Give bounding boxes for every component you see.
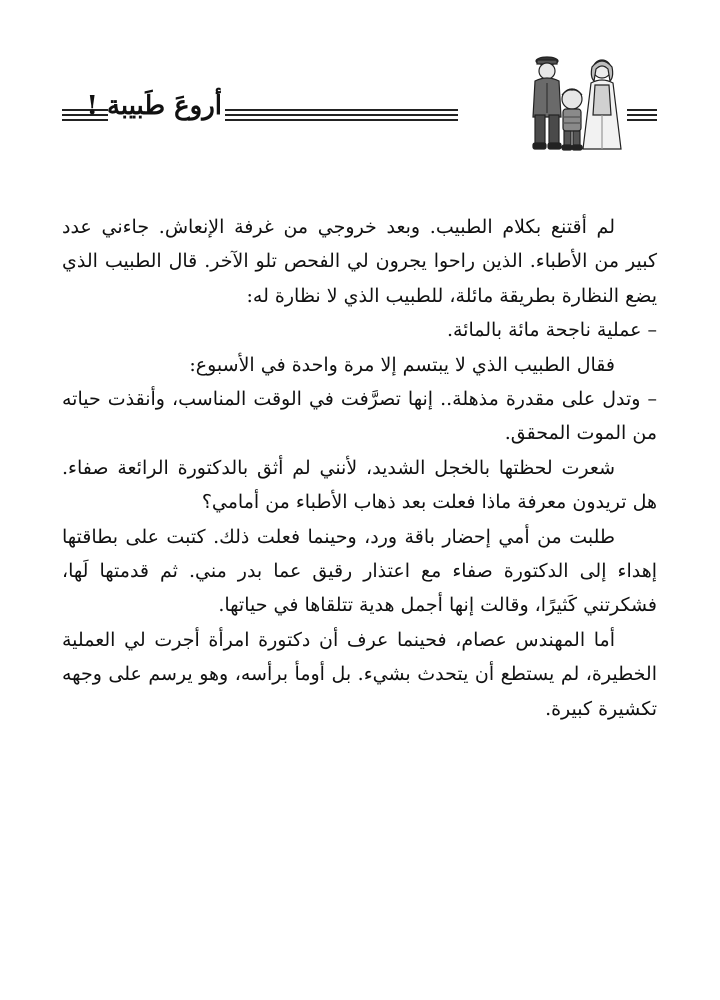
story-title: أروعَ طَبيبة ! <box>86 91 222 121</box>
header-rule-right <box>627 109 657 122</box>
child-figure <box>562 89 582 150</box>
family-with-doctor-illustration <box>517 55 627 155</box>
father-figure <box>533 57 561 149</box>
story-body <box>62 210 657 726</box>
paragraph: أما المهندس عصام، فحينما عرف أن دكتورة امرأة أجرت لي العملية الخطيرة، لم يستطع أن يتحدث بشيء. بل أومأ برأسه، وهو يرسم على وجهه تكشيرة كبيرة. <box>62 628 657 720</box>
paragraph: شعرت لحظتها بالخجل الشديد، لأنني لم أثق بالدكتورة الرائعة صفاء. هل تريدون معرفة ماذا فعلت بعد ذهاب الأطباء من أمامي؟ <box>62 456 657 514</box>
dialogue-line: – وتدل على مقدرة مذهلة.. إنها تصرَّفت في الوقت المناسب، وأنقذت حياته من الموت المحقق. <box>62 388 657 445</box>
paragraph: طلبت من أمي إحضار باقة ورد، وحينما فعلت ذلك. كتبت على بطاقتها إهداء إلى الدكتورة صفاء مع اعتذار رقيق عما بدر مني. ثم قدمتها لَها، فشكرتني كَثيرًا، وقالت إنها أجمل هدية تتلقاها في حياتها. <box>62 525 657 617</box>
paragraph: فقال الطبيب الذي لا يبتسم إلا مرة واحدة في الأسبوع: <box>189 353 615 376</box>
dialogue-line: – عملية ناجحة مائة بالمائة. <box>446 319 657 342</box>
page-header <box>62 55 657 155</box>
mother-figure <box>583 60 621 149</box>
header-rule-middle <box>225 109 458 122</box>
paragraph: لم أقتنع بكلام الطبيب. وبعد خروجي من غرفة الإنعاش. جاءني عدد كبير من الأطباء. الذين راحوا يجرون لي الفحص تلو الآخر. قال الطبيب الذي يضع النظارة بطريقة مائلة، للطبيب الذي لا نظارة له: <box>62 216 657 307</box>
